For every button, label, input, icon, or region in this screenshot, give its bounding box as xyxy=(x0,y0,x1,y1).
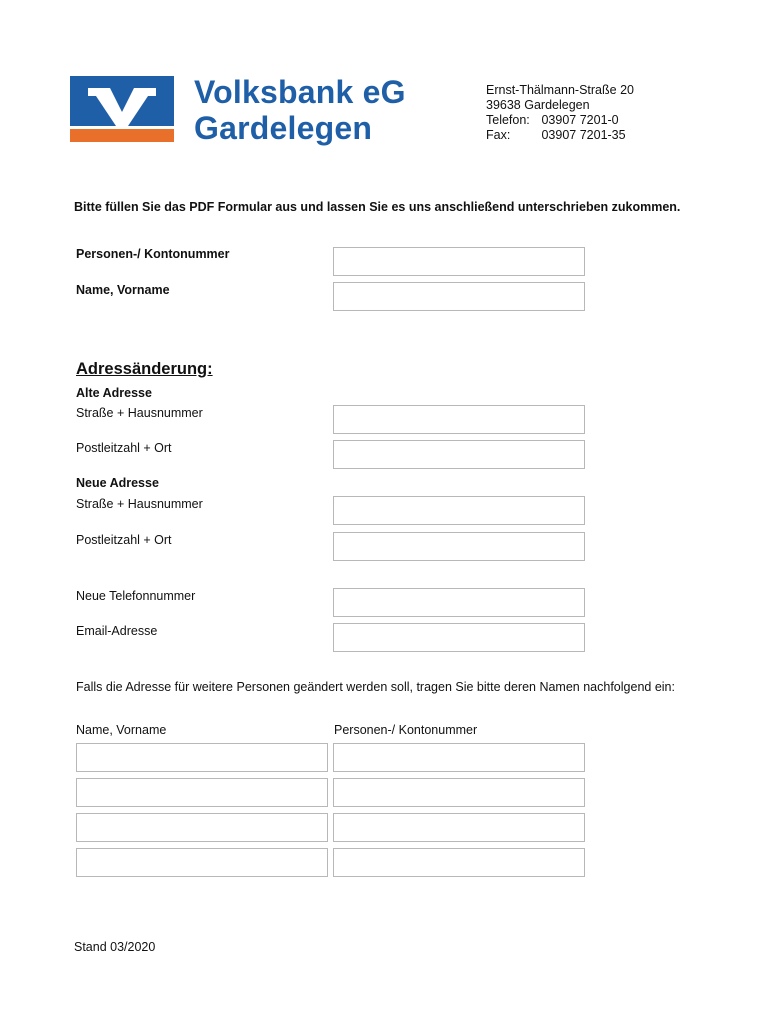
version-stamp: Stand 03/2020 xyxy=(74,940,156,954)
volksbank-logo-icon xyxy=(70,76,174,142)
bank-name-line2: Gardelegen xyxy=(194,110,373,146)
address-city: 39638 Gardelegen xyxy=(486,98,590,112)
extra-person-account-field[interactable] xyxy=(333,778,585,807)
email-label: Email-Adresse xyxy=(76,624,158,638)
new-street-label: Straße + Hausnummer xyxy=(76,497,203,511)
fax-row xyxy=(486,128,634,143)
old-street-field[interactable] xyxy=(333,405,585,434)
new-address-title: Neue Adresse xyxy=(76,476,159,490)
new-city-field[interactable] xyxy=(333,532,585,561)
extra-person-name-field[interactable] xyxy=(76,848,328,877)
new-phone-field[interactable] xyxy=(333,588,585,617)
extra-person-name-field[interactable] xyxy=(76,743,328,772)
extra-person-account-field[interactable] xyxy=(333,848,585,877)
col-account-label: Personen-/ Kontonummer xyxy=(334,723,478,737)
address-change-heading: Adressänderung: xyxy=(76,360,213,378)
phone-value: 03907 7201-0 xyxy=(541,113,619,127)
new-phone-label: Neue Telefonnummer xyxy=(76,589,196,603)
extra-person-name-field[interactable] xyxy=(76,778,328,807)
new-street-field[interactable] xyxy=(333,496,585,525)
account-label: Personen-/ Kontonummer xyxy=(76,247,230,261)
old-street-label: Straße + Hausnummer xyxy=(76,406,203,420)
name-field[interactable] xyxy=(333,282,585,311)
bank-name-line1: Volksbank eG xyxy=(194,74,406,110)
email-field[interactable] xyxy=(333,623,585,652)
old-address-title: Alte Adresse xyxy=(76,386,152,400)
new-city-label: Postleitzahl + Ort xyxy=(76,533,172,547)
extra-person-account-field[interactable] xyxy=(333,743,585,772)
phone-row xyxy=(486,113,634,128)
phone-label: Telefon: xyxy=(486,113,530,127)
name-label: Name, Vorname xyxy=(76,283,170,297)
col-name-label: Name, Vorname xyxy=(76,723,167,737)
bank-logo xyxy=(70,76,174,142)
additional-persons-note: Falls die Adresse für weitere Personen geändert werden soll, tragen Sie bitte deren Namen nachfolgend ein: xyxy=(76,680,675,694)
old-city-label: Postleitzahl + Ort xyxy=(76,441,172,455)
fax-label: Fax: xyxy=(486,128,511,142)
extra-person-name-field[interactable] xyxy=(76,813,328,842)
old-city-field[interactable] xyxy=(333,440,585,469)
account-number-field[interactable] xyxy=(333,247,585,276)
fax-value: 03907 7201-35 xyxy=(541,128,626,142)
extra-person-account-field[interactable] xyxy=(333,813,585,842)
bank-name xyxy=(194,74,406,146)
contact-block xyxy=(486,83,634,143)
intro-text: Bitte füllen Sie das PDF Formular aus und lassen Sie es uns anschließend unterschrieben zukommen. xyxy=(74,200,681,214)
address-street: Ernst-Thälmann-Straße 20 xyxy=(486,83,634,97)
